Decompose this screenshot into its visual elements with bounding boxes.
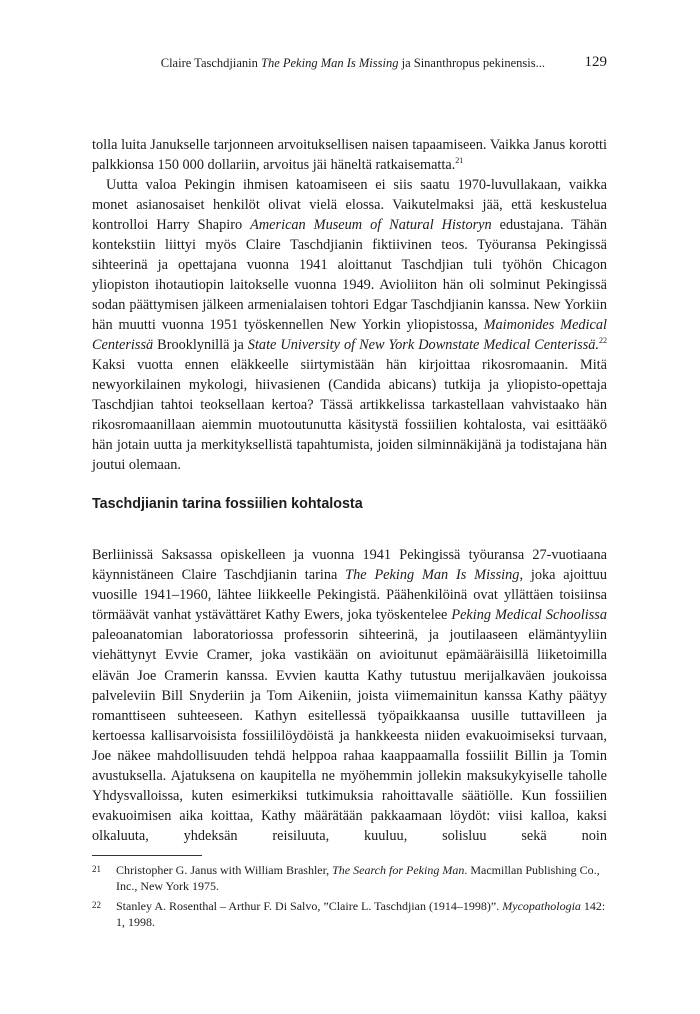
section-paragraph — [92, 545, 607, 846]
footnotes — [92, 862, 607, 934]
paragraph-2-italic: Maimonides Medical Centerissä — [92, 317, 607, 353]
footnote-publisher: 142: 1, 1998. — [116, 899, 606, 929]
footnote-author: Christopher G. Janus with William Brashler, — [116, 863, 333, 877]
paragraph-2 — [92, 175, 607, 475]
footnote-text — [116, 898, 607, 930]
paragraph-2-italic: State University of New York Downstate Medical Centerissä. — [247, 337, 599, 353]
section-paragraph-text: Berliinissä Saksassa opiskelleen ja vuonna 1941 Pekingissä työuransa 27-vuotiaana käynnistäneen Claire Taschdjianin tarina — [92, 547, 607, 584]
footnote-ref-21: 21 — [455, 156, 464, 166]
running-head-book-title: The Peking Man Is Missing — [261, 56, 399, 70]
footnote-title: Mycopathologia — [502, 899, 581, 913]
body-text — [92, 135, 607, 475]
footnote-divider — [92, 855, 202, 856]
footnote-22 — [92, 898, 607, 930]
section-paragraph-italic: Peking Medical Schoolissa — [451, 607, 607, 624]
footnote-number: 21 — [92, 864, 101, 874]
section-paragraph-text: , joka ajoittuu vuosille 1941–1960, lähtee liikkeelle Pekingistä. Päähenkilöinä ovat yllättäen toisiinsa törmäävät vanhat ystävättäret Kathy Ewers, joka työskentelee — [92, 567, 607, 624]
footnote-publisher: . Macmillan Publishing Co., Inc., New York 1975. — [116, 863, 600, 893]
footnote-21 — [92, 862, 607, 894]
paragraph-2-text: edustajana. Tähän kontekstiin liittyi myös Claire Taschdjianin fiktiivinen teos. Työuransa Pekingissä sihteerinä ja opettajana vuonna 1941 aloittanut Taschdjian tuli työhön Chicagon yliopiston ihotautiopin laitokselle vuonna 1949. Avioliiton hän oli solminut Pekingissä sodan päättymisen jälkeen armenialaisen tohtori Edgar Taschdjianin kanssa. New Yorkiin hän muutti vuonna 1951 työskennellen New Yorkin yliopistossa, — [92, 217, 608, 333]
footnote-author: Stanley A. Rosenthal – Arthur F. Di Salvo, ”Claire L. Taschdjian (1914–1998)”. — [116, 899, 503, 913]
footnote-number: 22 — [92, 900, 101, 910]
footnote-ref-22: 22 — [598, 336, 607, 346]
section-heading: Taschdjianin tarina fossiilien kohtalosta — [92, 496, 363, 512]
paragraph-2-text: Uutta valoa Pekingin ihmisen katoamiseen ei siis saatu 1970-luvullakaan, vaikka monet asianosaiset henkilöt olivat vielä elossa. Vaikutelmaksi jää, että keskustelua kontrolloi Harry Shapiro — [92, 177, 607, 233]
paragraph-2-text: Brooklynillä ja — [153, 337, 248, 353]
page-header — [92, 54, 607, 74]
running-head — [161, 56, 545, 71]
section-body — [92, 545, 607, 846]
footnote-title: The Search for Peking Man — [332, 863, 465, 877]
section-paragraph-italic: The Peking Man Is Missing — [345, 567, 520, 584]
running-head-text: Claire Taschdjianin — [160, 56, 261, 70]
section-paragraph-text: paleoanatomian laboratoriossa professorin sihteerinä, ja joutilaaseen elämäntyyliin viehättynyt Evvie Cramer, joka vastikään on avioitunut epämääräisillä liiketoimilla elävän Joe Cramerin kanssa. Evvien kautta Kathy tutustuu merijalkaväen joukoissa palveleviin Bill Snyderiin ja Tom Aikeniin, joista viimemainitun kanssa Kathy päätyy romanttiseen suhteeseen. Kathyn esitellessä työpaikkaansa uusille tuttavilleen ja kertoessa kallisarvoisista fossiililöydöistä ja hankkeesta niiden evakuoimiseksi turvaan, Joe näkee mahdollisuuden tehdä helppoa rahaa kaappaamalla fossiilit Billin ja Tomin avustuksella. Ajatuksena on kaupitella ne myöhemmin jollekin maksukykyiselle taholle Yhdysvalloissa, kuten esimerkiksi tutkimuksia rahoittavalle säätiölle. Kun fossiilien evakuoimisen aika koittaa, Kathy määrätään pakkaamaan löydöt: viisi kalloa, kaksi olkaluuta, yhdeksän reisiluuta, kuuluu, solisluu sekä noin — [92, 627, 607, 845]
footnote-text — [116, 862, 607, 894]
paragraph-1 — [92, 135, 607, 175]
paragraph-2-text: Kaksi vuotta ennen eläkkeelle siirtymistään hän kirjoittaa rikosromaanin. Mitä newyorkilainen mykologi, hiivasienen (Candida abicans) tutkija ja yliopisto-opettaja Taschdjian tahtoi teoksellaan kertoa? Tässä artikkelissa tarkastellaan vahvistaako hän rikosromaanillaan aiemmin muotoutunutta käsitystä fossiilien kohtalosta, vai esittääkö hän jotain uutta ja merkityksellistä tapahtumista, joiden silminnäkijänä ja todistajana hän joutui olemaan. — [92, 357, 607, 473]
page-number: 129 — [584, 54, 607, 70]
paragraph-2-italic: American Museum of Natural Historyn — [250, 217, 492, 233]
running-head-text-end: ja Sinanthropus pekinensis... — [398, 56, 545, 70]
paragraph-1-text: tolla luita Janukselle tarjonneen arvoituksellisen naisen tapaamiseen. Vaikka Janus korotti palkkionsa 150 000 dollariin, arvoitus jäi häneltä ratkaisematta. — [92, 137, 607, 173]
